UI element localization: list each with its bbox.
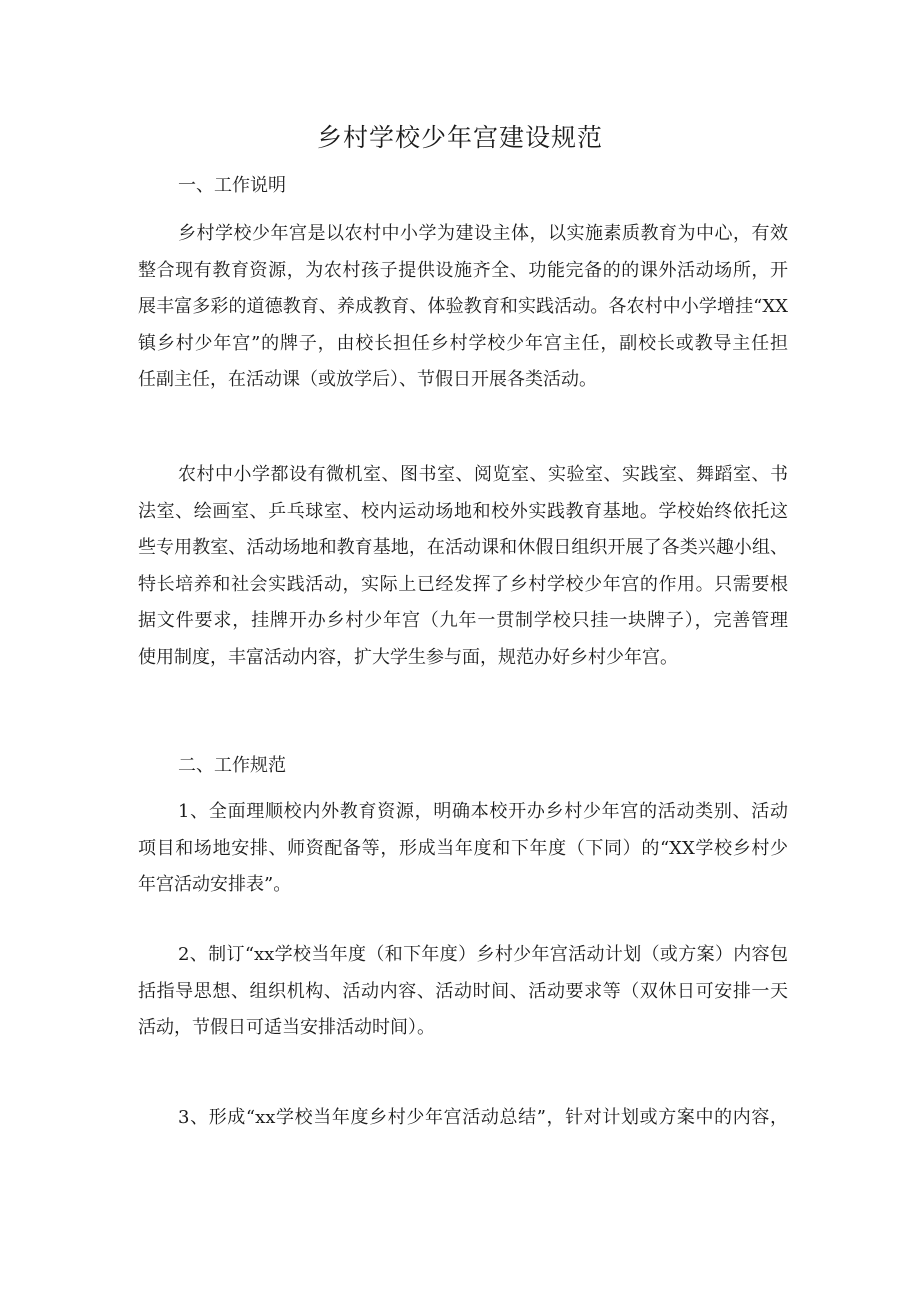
text-line: 1、全面理顺校内外教育资源，明确本校开办乡村少年宫的活动类别、活动 — [178, 801, 788, 822]
document-title: 乡村学校少年宫建设规范 — [316, 123, 603, 152]
text-line: 任副主任，在活动课（或放学后）、节假日开展各类活动。 — [138, 369, 597, 391]
text-line: 乡村学校少年宫是以农村中小学为建设主体，以实施素质教育为中心，有效 — [178, 223, 788, 244]
text-line: 项目和场地安排、师资配备等，形成当年度和下年度（下同）的“XX学校乡村少 — [138, 837, 788, 859]
paragraph — [138, 1100, 788, 1137]
text-line: 使用制度，丰富活动内容，扩大学生参与面，规范办好乡村少年宫。 — [138, 646, 678, 668]
paragraph — [138, 937, 788, 1047]
text-line: 整合现有教育资源，为农村孩子提供设施齐全、功能完备的的课外活动场所，开 — [138, 259, 788, 281]
text-line: 活动，节假日可适当安排活动时间）。 — [138, 1017, 435, 1039]
text-line: 些专用教室、活动场地和教育基地，在活动课和休假日组织开展了各类兴趣小组、 — [138, 537, 788, 559]
section-heading: 一、工作说明 — [178, 175, 286, 196]
text-line: 农村中小学都设有微机室、图书室、阅览室、实验室、实践室、舞蹈室、书 — [178, 464, 788, 485]
paragraph — [138, 216, 788, 399]
paragraph — [138, 794, 788, 904]
text-line: 2、制订“xx学校当年度（和下年度）乡村少年宫活动计划（或方案）内容包 — [178, 944, 788, 965]
text-line: 年宫活动安排表”。 — [138, 874, 292, 896]
text-line: 括指导思想、组织机构、活动内容、活动时间、活动要求等（双休日可安排一天 — [138, 980, 788, 1002]
text-line: 据文件要求，挂牌开办乡村少年宫（九年一贯制学校只挂一块牌子），完善管理 — [138, 610, 788, 632]
text-line: 法室、绘画室、乒乓球室、校内运动场地和校外实践教育基地。学校始终依托这 — [138, 500, 788, 522]
text-line: 特长培养和社会实践活动，实际上已经发挥了乡村学校少年宫的作用。只需要根 — [138, 573, 788, 595]
text-line: 展丰富多彩的道德教育、养成教育、体验教育和实践活动。各农村中小学增挂“XX — [138, 296, 788, 318]
text-line: 3、形成“xx学校当年度乡村少年宫活动总结”，针对计划或方案中的内容， — [178, 1107, 788, 1128]
section-heading: 二、工作规范 — [178, 755, 286, 776]
text-line: 镇乡村少年宫”的牌子，由校长担任乡村学校少年宫主任，副校长或教导主任担 — [138, 332, 788, 354]
paragraph — [138, 457, 788, 677]
